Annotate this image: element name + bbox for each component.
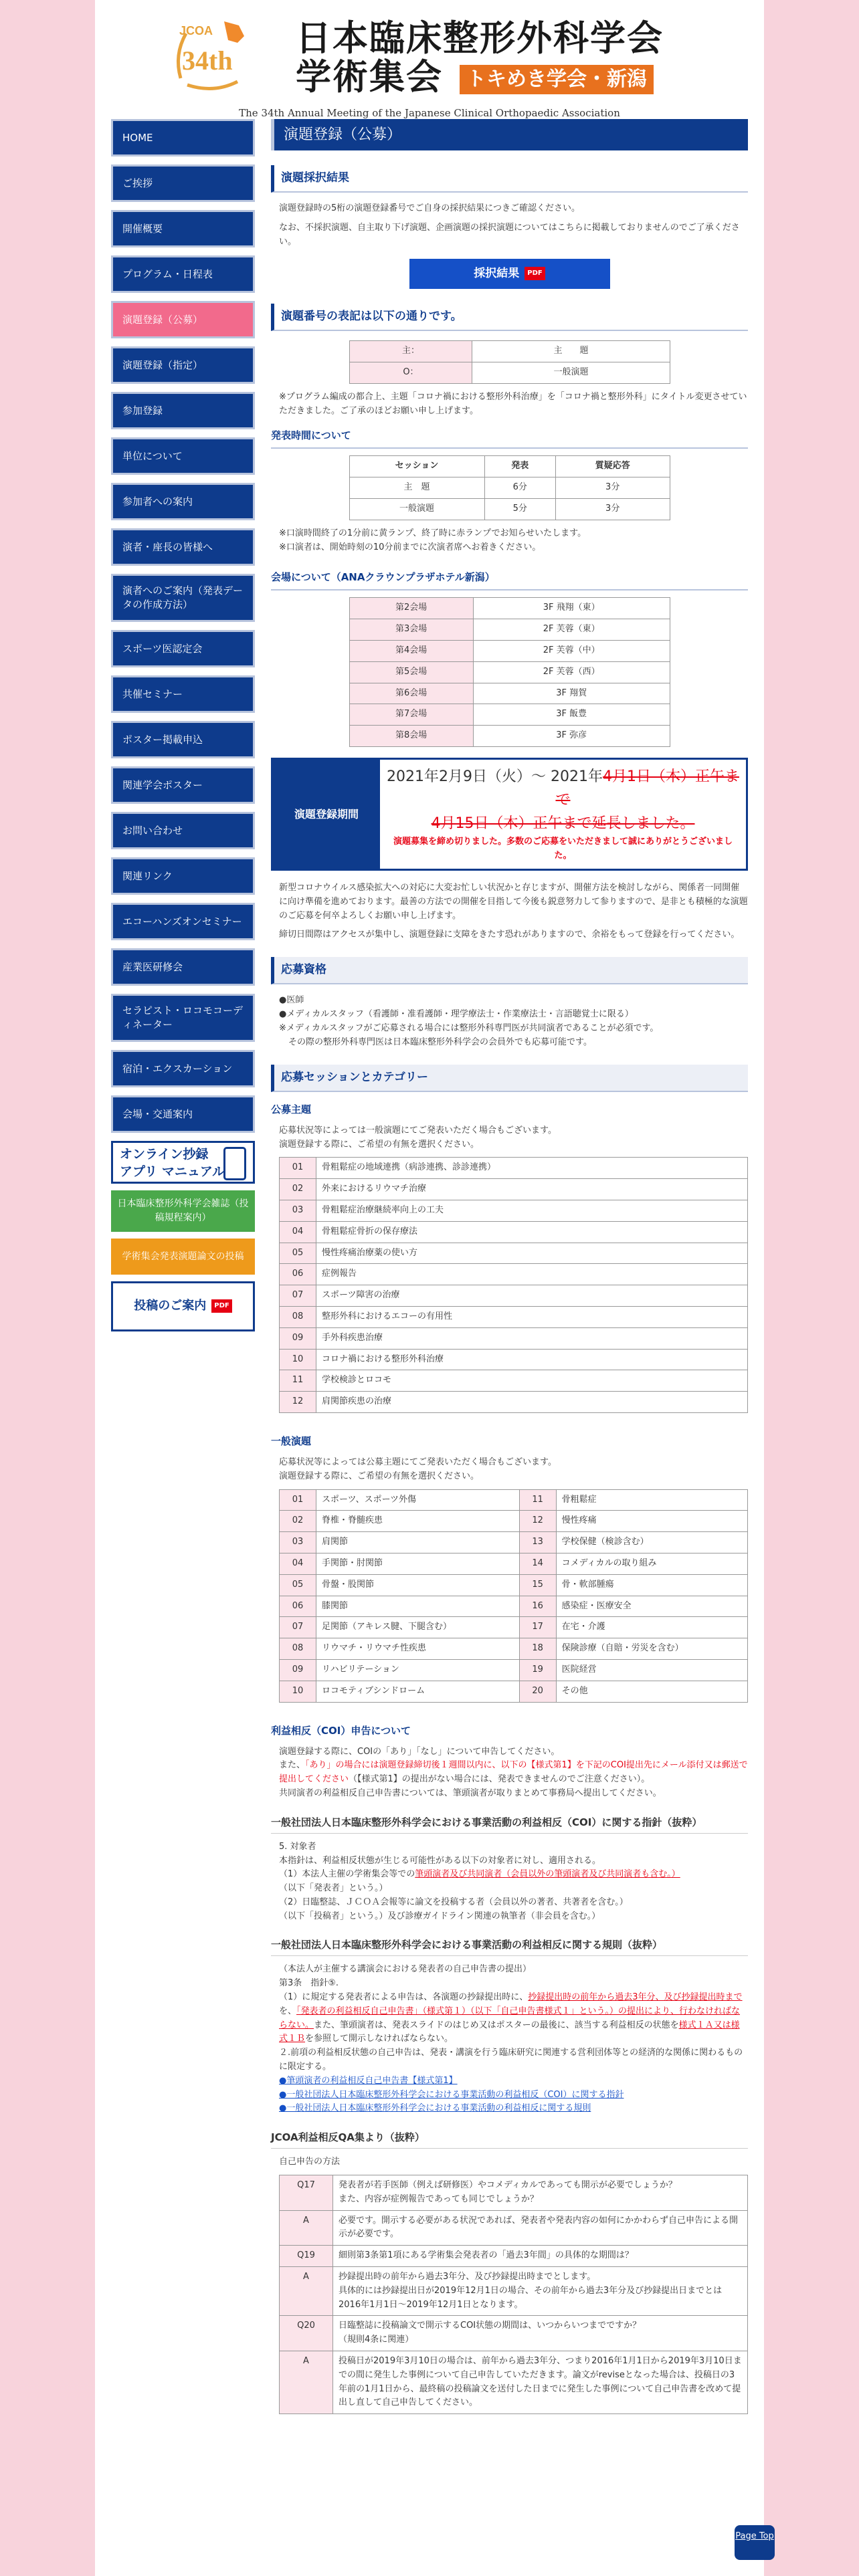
themes-text-1: 応募状況等によっては一般演題にてご発表いただく場合もございます。 (279, 1125, 557, 1136)
qa-text: 投稿日が2019年3月10日の場合は、前年から過去3年分、つまり2016年1月1日から2019年3月10日までの間に発生した事例について自己申告していただきます。論文がreviseとなった場合は、投稿日の3年前の1月1日から、最終稿の投稿論文を送付した日までに発生した事例について自己申告書を改めて提出し直して自己申告してください。 (333, 2351, 748, 2414)
table-cell: 外来におけるリウマチ治療 (316, 1179, 748, 1200)
table-cell: リウマチ・リウマチ性疾患 (316, 1638, 520, 1660)
table-cell: スポーツ障害の治療 (316, 1285, 748, 1307)
table-cell: 3分 (555, 477, 670, 499)
table-cell: 整形外科におけるエコーの有用性 (316, 1306, 748, 1327)
coi-text-2-red: 「あり」の場合には演題登録締切後１週間以内に、以下の【様式第1】を下記のCOI提出先にメール添付又は郵送で提出してください (279, 1760, 748, 1785)
table-cell: 肩関節 (316, 1532, 520, 1553)
table-cell: 一般演題 (472, 362, 670, 383)
rules-text-a: （1）に規定する発表者による申告は、各演題の抄録提出時に、 (279, 1992, 529, 2003)
qa-label: Q17 (280, 2175, 333, 2211)
table-cell: 膝関節 (316, 1596, 520, 1617)
table-row (280, 1617, 748, 1638)
nav-hotel[interactable]: 宿泊・エクスカーション (111, 1050, 255, 1087)
results-text-2: なお、不採択演題、自主取り下げ演題、企画演題の採択演題についてはこちらに掲載しておりませんのでご了承ください。 (279, 223, 740, 247)
tokimeki-badge: トキめき学会・新潟 (460, 65, 654, 94)
table-cell: 15 (519, 1574, 556, 1596)
table-cell: 骨粗鬆症 (556, 1489, 747, 1511)
guideline-text: （以下「発表者」という。） (279, 1883, 388, 1894)
section-heading-results: 演題採択結果 (271, 165, 748, 193)
guideline-text: 本指針は、利益相反状態が生じる可能性がある以下の対象者に対し、適用される。 (279, 1855, 601, 1866)
table-cell: 03 (280, 1532, 316, 1553)
table-row (280, 1574, 748, 1596)
sidebar-nav (111, 119, 255, 1133)
table-cell: 慢性疼痛 (556, 1511, 747, 1532)
table-cell: ロコモティブシンドローム (316, 1681, 520, 1702)
emblem-code: JCOA (179, 24, 213, 37)
table-row (280, 2267, 748, 2316)
subheading-rules: 一般社団法人日本臨床整形外科学会における事業活動の利益相反に関する規則（抜粋） (271, 1937, 748, 1956)
nav-sports-doctor[interactable]: スポーツ医認定会 (111, 630, 255, 667)
table-row (280, 1221, 748, 1243)
table-cell: 16 (519, 1596, 556, 1617)
table-row (349, 640, 670, 661)
nav-related-poster[interactable]: 関連学会ポスター (111, 766, 255, 804)
table-row (280, 1511, 748, 1532)
table-row (349, 498, 670, 520)
site-title-line1: 日本臨床整形外科学会 (296, 17, 664, 59)
table-row (280, 1489, 748, 1511)
table-cell: 08 (280, 1638, 316, 1660)
nav-speakers-chairs[interactable]: 演者・座長の皆様へ (111, 528, 255, 566)
table-cell: 骨粗鬆症の地域連携（病診連携、診診連携） (316, 1158, 748, 1179)
numbering-table (349, 340, 670, 384)
sidebar (111, 119, 255, 2414)
table-row (280, 1370, 748, 1392)
table-cell: 学校保健（検診含む） (556, 1532, 747, 1553)
jcoa-34th-emblem[interactable] (167, 15, 254, 94)
table-row (280, 1532, 748, 1553)
table-row (349, 683, 670, 704)
table-cell: 09 (280, 1659, 316, 1681)
coi-text-2 (279, 1759, 748, 1787)
page-title: 演題登録（公募） (271, 119, 748, 150)
nav-registration[interactable]: 参加登録 (111, 392, 255, 429)
table-row (280, 1638, 748, 1660)
nav-access[interactable]: 会場・交通案内 (111, 1095, 255, 1133)
nav-links[interactable]: 関連リンク (111, 857, 255, 895)
guideline-text: （2）日臨整誌、ＪＣＯＡ会報等に論文を投稿する者（会員以外の著者、共著者を含む。） (279, 1897, 628, 1907)
table-cell: 肩関節疾患の治療 (316, 1392, 748, 1413)
rules-text-red: 様式１Ａ又は様式１Ｂ (279, 2020, 740, 2044)
table-cell: 19 (519, 1659, 556, 1681)
table-cell: 第2会場 (349, 598, 473, 619)
deadline-note: 締切日間際はアクセスが集中し、演題登録に支障をきたす恐れがありますので、余裕をもって登録を行ってください。 (279, 930, 740, 940)
time-note-1: ※口演時間終了の1分前に黄ランプ、終了時に赤ランプでお知らせいたします。 (279, 528, 587, 538)
table-cell: 足関節（アキレス腱、下腿含む） (316, 1617, 520, 1638)
table-row (349, 341, 670, 362)
general-text-2: 演題登録する際に、ご希望の有無を選択ください。 (279, 1471, 480, 1481)
subheading-qa: JCOA利益相反QA集より（抜粋） (271, 2129, 748, 2149)
rules-text: ２.前項の利益相反状態の自己申告は、発表・講演を行う臨床研究に関連する営利団体等との経済的な関係に関わるものに限定する。 (279, 2048, 743, 2072)
table-cell: 17 (519, 1617, 556, 1638)
section-heading-eligibility: 応募資格 (271, 957, 748, 984)
table-row (280, 1243, 748, 1264)
table-cell: 主： (349, 341, 472, 362)
table-row (280, 1264, 748, 1285)
nav-participant-info[interactable]: 参加者への案内 (111, 483, 255, 520)
guideline-text: （以下「投稿者」という。）及び診療ガイドライン関連の執筆者（非会員を含む。） (279, 1911, 601, 1921)
table-cell: 慢性疼痛治療薬の使い方 (316, 1243, 748, 1264)
nav-therapist[interactable]: セラピスト・ロコモコーディネーター (111, 994, 255, 1042)
table-cell: 10 (280, 1681, 316, 1702)
table-cell: 一般演題 (349, 498, 484, 520)
coi-text-2b: （【様式第1】の提出がない場合には、発表できませんのでご注意ください）。 (349, 1774, 650, 1785)
time-table (349, 455, 670, 520)
table-row (280, 1306, 748, 1327)
table-cell: 01 (280, 1158, 316, 1179)
themes-text-2: 演題登録する際に、ご希望の有無を選択ください。 (279, 1139, 480, 1150)
venue-table (349, 597, 670, 747)
manual-line2: アプリ マニュアル (120, 1164, 225, 1179)
coi-guideline-link[interactable]: ●一般社団法人日本臨床整形外科学会における事業活動の利益相反（COI）に関する指針 (279, 2089, 624, 2100)
nav-abstract-public[interactable]: 演題登録（公募） (111, 301, 255, 338)
guideline-text: 5. 対象者 (279, 1841, 316, 1852)
general-text-1: 応募状況等によっては公募主題にてご発表いただく場合もございます。 (279, 1457, 557, 1467)
rules-text: 第3条 指針⑤. (279, 1978, 339, 1989)
coi-rules-link[interactable]: ●一般社団法人日本臨床整形外科学会における事業活動の利益相反に関する規則 (279, 2103, 591, 2114)
period-label: 演題登録期間 (273, 760, 380, 869)
table-row (280, 1158, 748, 1179)
qa-label: Q20 (280, 2316, 333, 2351)
table-row (280, 1179, 748, 1200)
table-cell: 手外科疾患治療 (316, 1327, 748, 1349)
table-cell: 骨粗鬆症骨折の保存療法 (316, 1221, 748, 1243)
table-cell: 2F 芙蓉（東） (473, 619, 670, 641)
results-button-label: 採択結果 (474, 266, 520, 280)
nav-contact[interactable]: お問い合わせ (111, 812, 255, 849)
table-row (349, 598, 670, 619)
table-row (280, 1285, 748, 1307)
table-row (280, 2210, 748, 2246)
table-cell: 02 (280, 1179, 316, 1200)
table-header: 発表 (484, 456, 555, 477)
table-cell: 05 (280, 1574, 316, 1596)
table-row (280, 2175, 748, 2211)
table-header: 質疑応答 (555, 456, 670, 477)
table-row (349, 661, 670, 683)
table-cell: 2F 芙蓉（中） (473, 640, 670, 661)
subheading-themes: 公募主題 (271, 1103, 312, 1115)
rules-text-red: 「発表者の利益相反自己申告書」（様式第１）（以下「自己申告書様式１」という。）の提出により、行わなければならない。 (279, 2006, 741, 2030)
table-header: セッション (349, 456, 484, 477)
journal-banner[interactable]: 日本臨床整形外科学会雑誌（投稿規程案内） (111, 1190, 255, 1232)
eligibility-item: ●メディカルスタッフ（看護師・准看護師・理学療法士・作業療法士・言語聴覚士に限る） (279, 1009, 634, 1020)
table-row (280, 1596, 748, 1617)
qa-text: 抄録提出時の前年から過去3年分、及び抄録提出時までとします。 具体的には抄録提出日が2019年12月1日の場合、その前年から過去3年分及び抄録提出日までとは2016年1月1日～2019年12月1日となります。 (333, 2267, 748, 2316)
table-cell: 08 (280, 1306, 316, 1327)
themes-table (279, 1157, 748, 1413)
nav-seminar[interactable]: 共催セミナー (111, 675, 255, 713)
table-cell: 医院経営 (556, 1659, 747, 1681)
results-text-1: 演題登録時の5桁の演題登録番号でご自身の採択結果につきご確認ください。 (279, 203, 581, 214)
table-cell: 骨粗鬆症治療継続率向上の工夫 (316, 1200, 748, 1221)
rules-text (279, 1991, 748, 2046)
section-heading-coi: 利益相反（COI）申告について (271, 1724, 411, 1737)
nav-greeting[interactable]: ご挨拶 (111, 165, 255, 202)
table-cell: 03 (280, 1200, 316, 1221)
table-cell: 第8会場 (349, 726, 473, 747)
table-row (280, 1681, 748, 1702)
table-cell: 06 (280, 1596, 316, 1617)
page (95, 0, 774, 2576)
online-manual-banner[interactable] (111, 1141, 255, 1184)
nav-poster-apply[interactable]: ポスター掲載申込 (111, 721, 255, 758)
table-cell: O： (349, 362, 472, 383)
qa-text: 細則第3条第1項にある学術集会発表者の「過去3年間」の具体的な期間は？ (333, 2246, 748, 2267)
table-row (280, 2316, 748, 2351)
guideline-text-a: （1）本法人主催の学術集会等での (279, 1869, 415, 1880)
coi-text-1: 演題登録する際に、COIの「あり」「なし」について申告してください。 (279, 1746, 560, 1757)
table-cell: 04 (280, 1221, 316, 1243)
nav-speaker-data[interactable]: 演者へのご案内（発表データの作成方法） (111, 574, 255, 622)
table-cell: 3F 翔賀 (473, 683, 670, 704)
table-cell: 在宅・介護 (556, 1617, 747, 1638)
table-cell: コロナ禍における整形外科治療 (316, 1349, 748, 1370)
nav-home[interactable]: HOME (111, 119, 255, 156)
table-cell: 症例報告 (316, 1264, 748, 1285)
table-cell: 05 (280, 1243, 316, 1264)
submission-guide-label: 投稿のご案内 (134, 1299, 207, 1313)
table-cell: その他 (556, 1681, 747, 1702)
site-header (95, 0, 764, 119)
emblem-number: 34th (182, 45, 233, 76)
nav-echo-seminar[interactable]: エコーハンズオンセミナー (111, 903, 255, 940)
table-cell: 06 (280, 1264, 316, 1285)
subheading-general: 一般演題 (271, 1434, 312, 1447)
results-button[interactable] (409, 259, 610, 289)
table-cell: 2F 芙蓉（西） (473, 661, 670, 683)
period-closed: 演題募集を締め切りました。多数のご応募をいただきまして誠にありがとうございました。 (393, 837, 733, 861)
table-cell: 主 題 (349, 477, 484, 499)
table-cell: 13 (519, 1532, 556, 1553)
table-cell: 第5会場 (349, 661, 473, 683)
qa-text: 発表者が若手医師（例えば研修医）やコメディカルであっても開示が必要でしょうか？ また、内容が症例報告であっても同じでしょうか？ (333, 2175, 748, 2211)
table-cell: 学校検診とロコモ (316, 1370, 748, 1392)
table-cell: 脊椎・脊髄疾患 (316, 1511, 520, 1532)
section-heading-numbering: 演題番号の表記は以下の通りです。 (271, 304, 748, 331)
pdf-icon: PDF (524, 267, 545, 280)
period-old-deadline: 4月1日（木）正午まで (555, 768, 739, 809)
nav-abstract-designated[interactable]: 演題登録（指定） (111, 346, 255, 384)
manual-line1: オンライン抄録 (120, 1147, 209, 1162)
table-cell: 3F 飯豊 (473, 704, 670, 726)
qa-table (279, 2175, 748, 2414)
table-cell: 12 (280, 1392, 316, 1413)
table-cell: 11 (519, 1489, 556, 1511)
table-cell: 14 (519, 1553, 556, 1574)
coi-text-2a: また、 (279, 1760, 306, 1771)
main-content (271, 119, 748, 2414)
table-header-row (349, 456, 670, 477)
covid-note: 新型コロナウイルス感染拡大への対応に大変お忙しい状況かと存じますが、開催方法を検討しながら、関係者一同開催に向け準備を進めております。最善の方法での開催を目指して今後も鋭意努力して参りますので、是非とも積極的な演題のご応募を何卒よろしくお願い申し上げます。 (279, 883, 748, 921)
qa-text: 必要です。開示する必要がある状況であれば、発表者や発表内容の如何にかかわらず自己申告による開示が必要です。 (333, 2210, 748, 2246)
table-cell: 骨・軟部腫瘍 (556, 1574, 747, 1596)
table-cell: 第3会場 (349, 619, 473, 641)
table-cell: リハビリテーション (316, 1659, 520, 1681)
nav-credits[interactable]: 単位について (111, 437, 255, 475)
table-cell: 第4会場 (349, 640, 473, 661)
qa-label: A (280, 2351, 333, 2414)
table-cell: 11 (280, 1370, 316, 1392)
table-row (280, 1553, 748, 1574)
qa-label: A (280, 2267, 333, 2316)
table-row (280, 1659, 748, 1681)
period-extended: 4月15日（木）正午まで延長しました。 (431, 815, 695, 833)
period-body (380, 760, 746, 869)
table-cell: 手関節・肘関節 (316, 1553, 520, 1574)
smartphone-icon (223, 1147, 246, 1180)
table-row (349, 477, 670, 499)
table-cell: 保険診療（自賠・労災を含む） (556, 1638, 747, 1660)
table-cell: スポーツ、スポーツ外傷 (316, 1489, 520, 1511)
table-cell: 09 (280, 1327, 316, 1349)
table-cell: 07 (280, 1285, 316, 1307)
table-row (280, 1349, 748, 1370)
table-cell: 3分 (555, 498, 670, 520)
section-heading-categories: 応募セッションとカテゴリー (271, 1065, 748, 1092)
table-row (349, 619, 670, 641)
qa-label: A (280, 2210, 333, 2246)
section-heading-time: 発表時間について (271, 427, 748, 449)
period-start: 2021年2月9日（火）～ 2021年 (387, 768, 603, 785)
table-cell: 第6会場 (349, 683, 473, 704)
coi-form-link[interactable]: ●筆頭演者の利益相反自己申告書【様式第1】 (279, 2075, 458, 2086)
table-cell: 3F 飛翔（東） (473, 598, 670, 619)
qa-sub: 自己申告の方法 (279, 2157, 341, 2167)
nav-overview[interactable]: 開催概要 (111, 210, 255, 247)
site-title-line2: 学術集会 (296, 56, 443, 98)
registration-period-box (271, 758, 748, 871)
table-cell: 6分 (484, 477, 555, 499)
submission-guide-banner[interactable] (111, 1281, 255, 1331)
period-date (385, 765, 741, 812)
table-cell: 18 (519, 1638, 556, 1660)
rules-text-b: を、 (279, 2006, 297, 2016)
table-row (280, 1327, 748, 1349)
eligibility-item: ●医師 (279, 995, 304, 1006)
table-cell: 10 (280, 1349, 316, 1370)
pdf-icon: PDF (211, 1299, 231, 1313)
qa-label: Q19 (280, 2246, 333, 2267)
table-cell: コメディカルの取り組み (556, 1553, 747, 1574)
nav-industrial[interactable]: 産業医研修会 (111, 948, 255, 986)
rules-text-d: を参照して開示しなければならない。 (305, 2034, 454, 2044)
table-row (280, 1392, 748, 1413)
page-top-button[interactable]: Page Top (735, 2525, 775, 2560)
table-cell: 骨盤・股関節 (316, 1574, 520, 1596)
table-cell: 3F 弥彦 (473, 726, 670, 747)
table-row (349, 726, 670, 747)
guideline-text-red: 筆頭演者及び共同演者（会員以外の筆頭演者及び共同演者も含む。） (415, 1869, 680, 1880)
table-row (349, 362, 670, 383)
table-cell: 5分 (484, 498, 555, 520)
rules-text-c: また、筆頭演者は、発表スライドのはじめ又はポスターの最後に、該当する利益相反の状態を (314, 2020, 679, 2030)
table-cell: 主 題 (472, 341, 670, 362)
table-row (349, 704, 670, 726)
table-cell: 04 (280, 1553, 316, 1574)
paper-submission-banner[interactable]: 学術集会発表演題論文の投稿 (111, 1239, 255, 1275)
table-cell: 02 (280, 1511, 316, 1532)
table-cell: 第7会場 (349, 704, 473, 726)
table-cell: 20 (519, 1681, 556, 1702)
guideline-text (279, 1868, 748, 1882)
general-table (279, 1489, 748, 1703)
subheading-guideline: 一般社団法人日本臨床整形外科学会における事業活動の利益相反（COI）に関する指針（抜粋） (271, 1814, 748, 1834)
section-heading-venue: 会場について（ANAクラウンプラザホテル新潟） (271, 569, 748, 591)
qa-text: 日臨整誌に投稿論文で開示するCOI状態の期間は、いつからいつまでですか？ （規則4条に関連） (333, 2316, 748, 2351)
rules-text: （本法人が主催する講演会における発表者の自己申告書の提出） (279, 1964, 532, 1975)
time-note-2: ※口演者は、開始時刻の10分前までに次演者席へお着きください。 (279, 542, 541, 552)
eligibility-note: ※メディカルスタッフがご応募される場合には整形外科専門医が共同演者であることが必須です。 (279, 1023, 659, 1034)
table-cell: 感染症・医療安全 (556, 1596, 747, 1617)
table-row (280, 2246, 748, 2267)
table-cell: 12 (519, 1511, 556, 1532)
eligibility-note: その際の整形外科専門医は日本臨床整形外科学会の会員外でも応募可能です。 (288, 1037, 592, 1047)
nav-program[interactable]: プログラム・日程表 (111, 255, 255, 293)
site-subtitle: The 34th Annual Meeting of the Japanese Clinical Orthopaedic Association (239, 107, 620, 119)
coi-text-3: 共同演者の利益相反自己申告書については、筆頭演者が取りまとめて事務局へ提出してください。 (279, 1788, 662, 1798)
table-row (280, 2351, 748, 2414)
table-row (280, 1200, 748, 1221)
table-cell: 07 (280, 1617, 316, 1638)
numbering-note: ※プログラム編成の都合上、主題「コロナ禍における整形外科治療」を「コロナ禍と整形外科」にタイトル変更させていただきました。ご了承のほどお願い申し上げます。 (279, 391, 747, 416)
table-cell: 01 (280, 1489, 316, 1511)
rules-text-red: 抄録提出時の前年から過去3年分、及び抄録提出時まで (528, 1992, 743, 2003)
